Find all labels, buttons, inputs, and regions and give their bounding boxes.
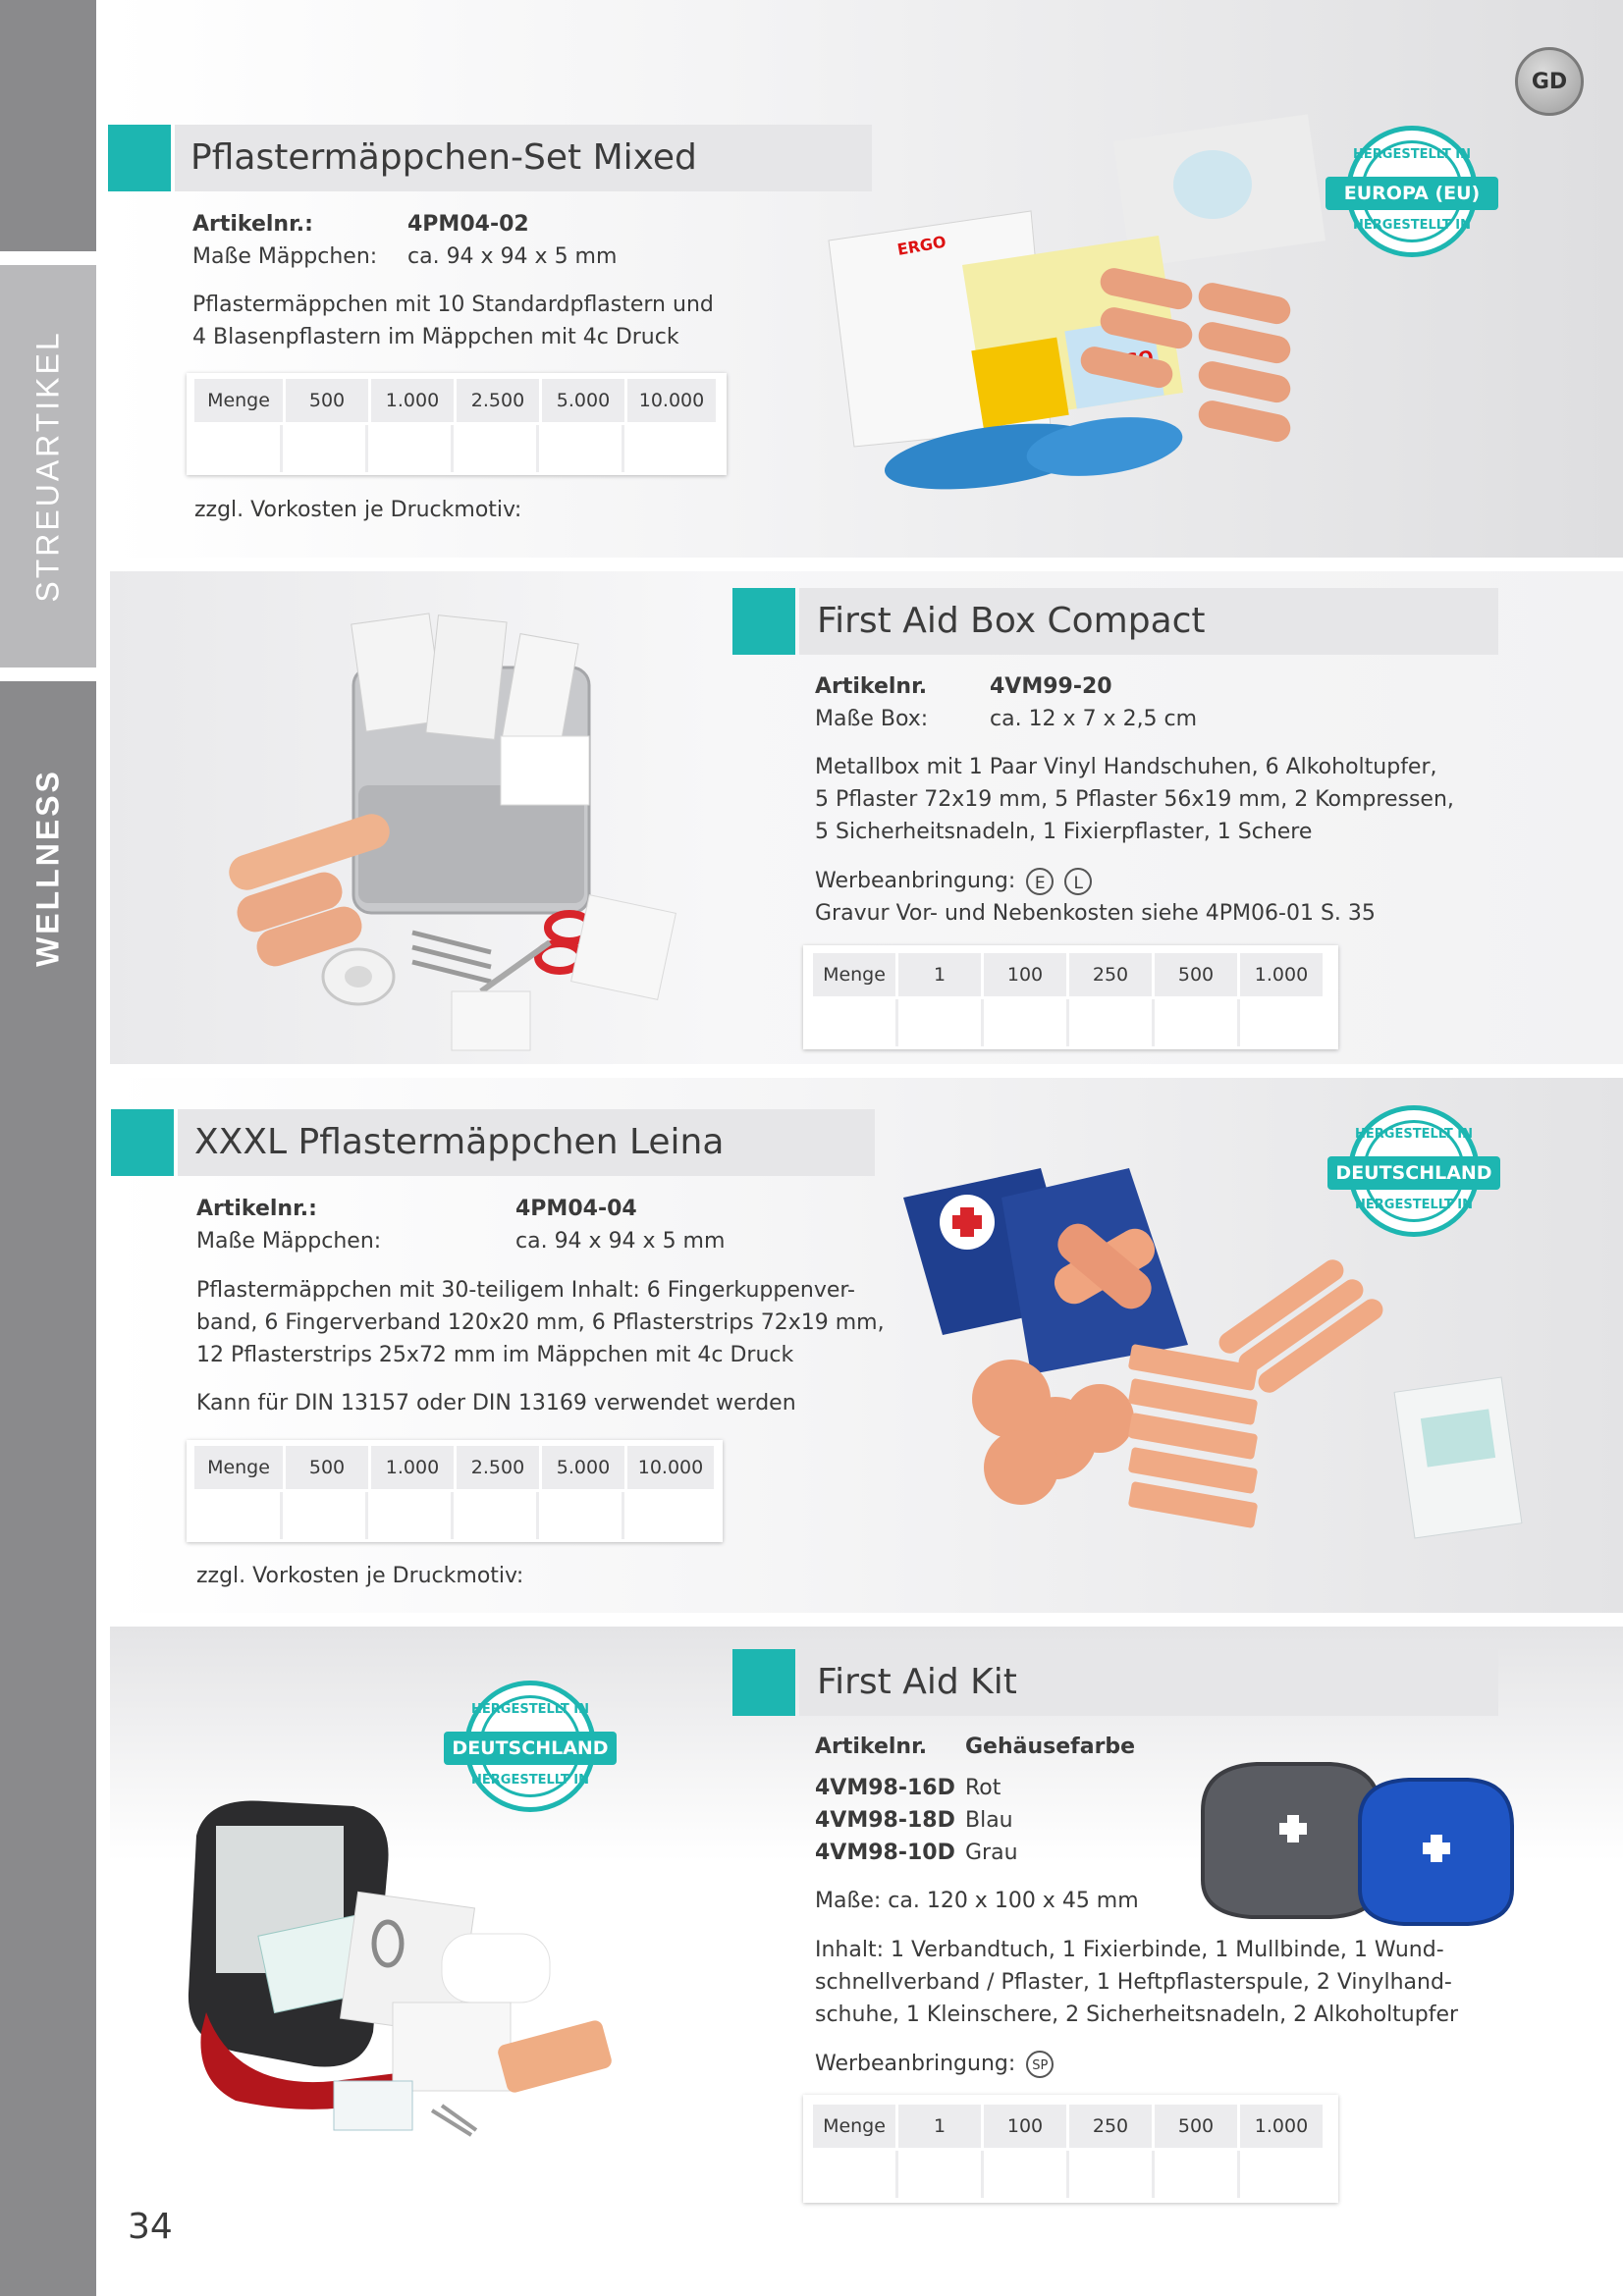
column-header: Gehäusefarbe	[965, 1735, 1136, 1759]
branding-code-icon: SP	[1026, 2051, 1054, 2078]
description-line: schuhe, 1 Kleinschere, 2 Sicherheitsnadeln, 2 Alkoholtupfer	[815, 2002, 1459, 2027]
description-line: 4 Blasenpflastern im Mäppchen mit 4c Druck	[192, 325, 679, 349]
image-safety-pins	[432, 2106, 476, 2135]
quantity-table	[187, 1440, 723, 1542]
description-line: band, 6 Fingerverband 120x20 mm, 6 Pflasterstrips 72x19 mm,	[196, 1310, 885, 1335]
product-title: First Aid Kit	[817, 1662, 1017, 1702]
qty-header-cell: 1	[898, 2105, 981, 2148]
made-in-badge: HERGESTELLT IN DEUTSCHLAND HERGESTELLT IN	[444, 1681, 617, 1828]
image-clear-case	[1173, 150, 1252, 219]
dimension-value: ca. 94 x 94 x 5 mm	[515, 1229, 726, 1254]
image-roll-bandage	[442, 1934, 550, 2002]
description-line: Pflastermäppchen mit 30-teiligem Inhalt: 6 Fingerkuppenver-	[196, 1278, 855, 1303]
qty-header-cell: 250	[1069, 2105, 1152, 2148]
description-line: 5 Sicherheitsnadeln, 1 Fixierpflaster, 1 Schere	[815, 820, 1313, 844]
page-number: 34	[128, 2207, 173, 2247]
qty-header-cell: 100	[984, 2105, 1066, 2148]
qty-header-cell: 500	[1155, 953, 1237, 996]
svg-text:ERGO: ERGO	[895, 232, 947, 259]
qty-header-cell: 10.000	[627, 1446, 714, 1489]
quantity-table	[187, 373, 727, 475]
qty-header-cell: 1	[898, 953, 981, 996]
spec-label: Maße Mäppchen:	[192, 244, 378, 269]
spec-label: Artikelnr.:	[192, 212, 313, 237]
image-booklet-print	[971, 338, 1068, 429]
variant-color: Grau	[965, 1841, 1018, 1865]
qty-header-cell: Menge	[813, 953, 895, 996]
made-in-badge: HERGESTELLT IN DEUTSCHLAND HERGESTELLT IN	[1327, 1105, 1500, 1253]
image-safety-pins	[412, 933, 491, 982]
image-finger-plasters	[972, 1360, 1134, 1505]
din-note: Kann für DIN 13157 oder DIN 13169 verwendet werden	[196, 1391, 796, 1415]
image-plaster	[496, 2019, 613, 2095]
dimension-value: ca. 12 x 7 x 2,5 cm	[990, 707, 1198, 731]
footnote: zzgl. Vorkosten je Druckmotiv:	[194, 498, 522, 522]
qty-header-cell: 2.500	[457, 379, 539, 422]
qty-header-cell: 5.000	[542, 1446, 624, 1489]
product-image-plaster-set	[815, 108, 1325, 520]
qty-header-cell: Menge	[194, 379, 283, 422]
qty-header-cell: 250	[1069, 953, 1152, 996]
spec-label: Artikelnr.:	[196, 1197, 317, 1221]
product-image-first-aid-kit	[177, 1796, 687, 2169]
image-wipe	[426, 615, 507, 740]
branding-code-icon: L	[1064, 868, 1092, 895]
qty-header-cell: 10.000	[627, 379, 716, 422]
spec-label: Maße Mäppchen:	[196, 1229, 382, 1254]
qty-header-cell: 500	[1155, 2105, 1237, 2148]
sidebar-label-wellness: WELLNESS	[29, 769, 66, 967]
description-line: 5 Pflaster 72x19 mm, 5 Pflaster 56x19 mm, 2 Kompressen,	[815, 787, 1454, 812]
title-marker	[111, 1109, 174, 1176]
product-image-first-aid-box	[187, 589, 736, 1060]
dimension-value: ca. 94 x 94 x 5 mm	[407, 244, 618, 269]
description-line: Inhalt: 1 Verbandtuch, 1 Fixierbinde, 1 Mullbinde, 1 Wund-	[815, 1938, 1444, 1962]
variant-code: 4VM98-16D	[815, 1776, 955, 1800]
sidebar-top	[0, 0, 96, 251]
qty-header-cell: 1.000	[371, 1446, 454, 1489]
qty-header-cell: 500	[286, 379, 368, 422]
badge-banner: EUROPA (EU)	[1325, 177, 1498, 210]
product-image-kit-cases	[1183, 1752, 1517, 1929]
article-number: 4PM04-04	[515, 1197, 637, 1221]
variant-color: Blau	[965, 1808, 1013, 1833]
description-line: Metallbox mit 1 Paar Vinyl Handschuhen, 6 Alkoholtupfer,	[815, 755, 1437, 779]
sidebar-label-streuartikel: STREUARTIKEL	[29, 330, 66, 603]
qty-header-cell: 5.000	[542, 379, 624, 422]
badge-banner: DEUTSCHLAND	[1327, 1156, 1500, 1190]
qty-header-cell: Menge	[813, 2105, 895, 2148]
badge-banner: DEUTSCHLAND	[444, 1732, 617, 1765]
product-title: XXXL Pflastermäppchen Leina	[194, 1122, 725, 1162]
title-marker	[108, 125, 171, 191]
qty-header-cell: 1.000	[1240, 953, 1323, 996]
qty-header-cell: 1.000	[371, 379, 454, 422]
branding-label: Werbeanbringung:	[815, 2052, 1016, 2076]
dimension-value: Maße: ca. 120 x 100 x 45 mm	[815, 1889, 1139, 1913]
spec-label: Artikelnr.	[815, 674, 928, 699]
brand-logo: GD	[1515, 47, 1584, 116]
variant-code: 4VM98-10D	[815, 1841, 955, 1865]
qty-header-cell: Menge	[194, 1446, 283, 1489]
image-compress	[452, 991, 530, 1050]
spec-label: Maße Box:	[815, 707, 929, 731]
image-gloves	[501, 736, 589, 805]
footnote: zzgl. Vorkosten je Druckmotiv:	[196, 1564, 524, 1588]
qty-header-cell: 1.000	[1240, 2105, 1323, 2148]
qty-header-cell: 500	[286, 1446, 368, 1489]
qty-header-cell: 2.500	[457, 1446, 539, 1489]
article-number: 4PM04-02	[407, 212, 529, 237]
branding-label: Werbeanbringung:	[815, 869, 1016, 893]
article-number: 4VM99-20	[990, 674, 1112, 699]
description-line: Pflastermäppchen mit 10 Standardpflastern und	[192, 293, 714, 317]
product-title: Pflastermäppchen-Set Mixed	[190, 137, 697, 178]
description-line: 12 Pflasterstrips 25x72 mm im Mäppchen mit 4c Druck	[196, 1343, 794, 1367]
branding-code-icon: E	[1026, 868, 1054, 895]
sidebar-tab-streuartikel[interactable]	[0, 265, 96, 667]
product-title: First Aid Box Compact	[817, 601, 1206, 641]
branding-line	[815, 2048, 1054, 2080]
quantity-table	[803, 945, 1338, 1049]
variant-color: Rot	[965, 1776, 1001, 1800]
image-compress	[571, 895, 676, 1000]
image-compress	[393, 2002, 511, 2091]
variant-code: 4VM98-18D	[815, 1808, 955, 1833]
description-line: schnellverband / Pflaster, 1 Heftpflasterspule, 2 Vinylhand-	[815, 1970, 1452, 1995]
image-wipe	[334, 2081, 412, 2130]
qty-header-cell: 100	[984, 953, 1066, 996]
sidebar-tab-wellness[interactable]	[0, 681, 96, 2296]
made-in-badge: HERGESTELLT IN EUROPA (EU) HERGESTELLT IN	[1325, 126, 1498, 273]
engraving-note: Gravur Vor- und Nebenkosten siehe 4PM06-01 S. 35	[815, 901, 1376, 926]
column-header: Artikelnr.	[815, 1735, 928, 1759]
branding-line	[815, 865, 1092, 897]
quantity-table	[803, 2095, 1338, 2203]
title-marker	[732, 1649, 795, 1716]
title-marker	[732, 588, 795, 655]
